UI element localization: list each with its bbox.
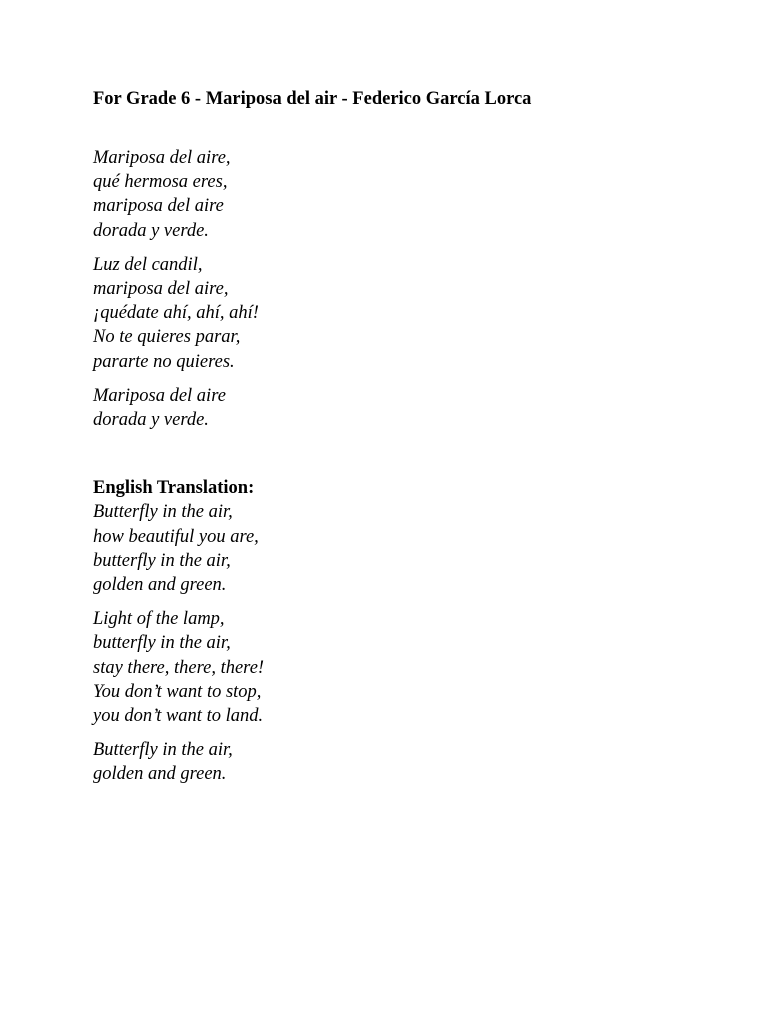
poem-line: qué hermosa eres, (93, 172, 228, 193)
translation-heading: English Translation: (93, 478, 255, 499)
poem-line: dorada y verde. (93, 410, 209, 431)
poem-line: dorada y verde. (93, 220, 209, 241)
english-stanza-1 (93, 500, 713, 597)
poem-line: No te quieres parar, (93, 327, 241, 348)
poem-line: pararte no quieres. (93, 351, 235, 372)
poem-line: Luz del candil, (93, 254, 203, 275)
poem-line: Butterfly in the air, (93, 740, 233, 761)
spanish-stanza-3 (93, 384, 713, 432)
document-title: For Grade 6 - Mariposa del air - Federico García Lorca (93, 89, 532, 109)
poem-line: ¡quédate ahí, ahí, ahí! (93, 303, 259, 324)
poem-line: mariposa del aire (93, 196, 224, 217)
poem-line: how beautiful you are, (93, 526, 259, 547)
english-stanza-2 (93, 607, 713, 728)
document-page (93, 87, 713, 787)
poem-line: Mariposa del aire (93, 385, 226, 406)
poem-line: butterfly in the air, (93, 633, 231, 654)
poem-line: mariposa del aire, (93, 279, 229, 300)
poem-line: butterfly in the air, (93, 550, 231, 571)
poem-line: golden and green. (93, 764, 227, 785)
spanish-stanza-2 (93, 253, 713, 374)
poem-line: you don’t want to land. (93, 706, 264, 727)
poem-line: You don’t want to stop, (93, 681, 262, 702)
poem-line: golden and green. (93, 575, 227, 596)
poem-line: stay there, there, there! (93, 657, 265, 678)
poem-line: Butterfly in the air, (93, 502, 233, 523)
poem-line: Mariposa del aire, (93, 148, 231, 168)
spanish-stanza-1 (93, 146, 713, 243)
english-stanza-3 (93, 738, 713, 786)
poem-line: Light of the lamp, (93, 609, 225, 630)
